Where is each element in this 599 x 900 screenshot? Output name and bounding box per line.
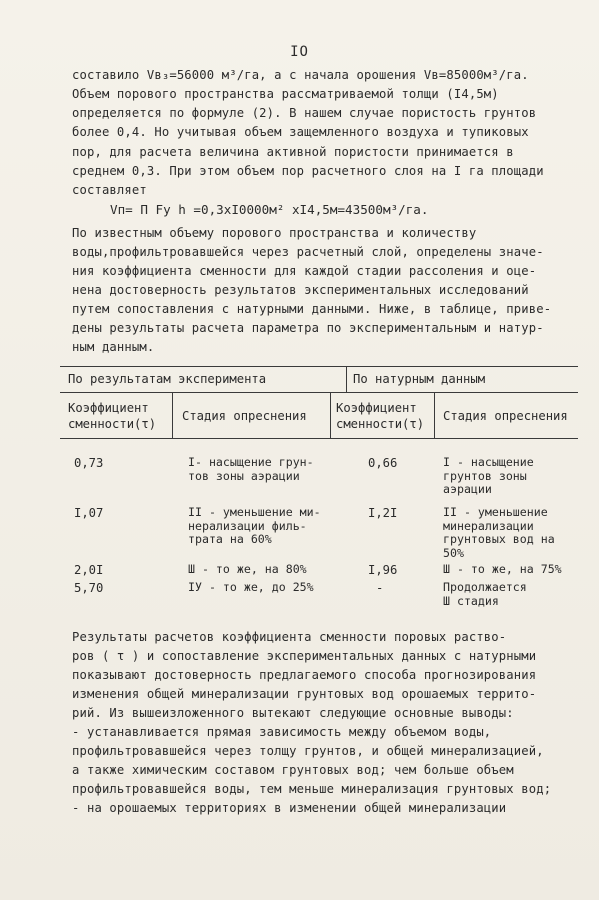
col-header-coef: сменности(τ): [68, 417, 157, 431]
page-number: IO: [290, 44, 309, 60]
text-line: более 0,4. Но учитывая объем защемленного воздуха и тупиковых: [72, 125, 529, 139]
col-header-coef: Коэффициент: [68, 401, 149, 415]
exp-coef-value: 2,0I: [74, 563, 104, 577]
text-line: По известным объему порового пространства и количеству: [72, 226, 477, 240]
nat-stage: I - насыщение грунтов зоны аэрации: [443, 455, 534, 496]
text-line: среднем 0,3. При этом объем пор расчетного слоя на I га площади: [72, 164, 544, 178]
exp-coef-value: 0,73: [74, 456, 104, 470]
text-line: ров ( τ ) и сопоставление экспериментальных данных с натурными: [72, 649, 537, 663]
nat-stage: Ш - то же, на 75%: [443, 562, 562, 576]
exp-stage: Ш - то же, на 80%: [188, 562, 307, 576]
text-line: - на орошаемых территориях в изменении общей минерализации: [72, 801, 507, 815]
nat-stage: Продолжается Ш стадия: [443, 580, 527, 608]
group-header-experiment: По результатам эксперимента: [68, 372, 267, 386]
exp-stage: IУ - то же, до 25%: [188, 580, 314, 594]
text-line: пор, для расчета величина активной пористости принимается в: [72, 145, 514, 159]
text-line: изменения общей минерализации грунтовых вод орошаемых террито-: [72, 687, 537, 701]
table-divider: [346, 366, 347, 392]
table-rule-header: [60, 438, 578, 439]
nat-coef-value: I,2I: [368, 506, 398, 520]
text-line: путем сопоставления с натурными данными. Ниже, в таблице, приве-: [72, 302, 552, 316]
col-header-stage: Стадия опреснения: [182, 409, 307, 423]
table-divider: [434, 392, 435, 438]
text-line: ния коэффициента сменности для каждой стадии рассоления и оце-: [72, 264, 537, 278]
text-line: составляет: [72, 183, 147, 197]
text-line: составило Vв₃=56000 м³/га, а с начала орошения Vв=85000м³/га.: [72, 68, 529, 82]
nat-stage: II - уменьшение минерализации грунтовых вод на 50%: [443, 505, 555, 560]
formula: Vп= П Fу h =0,3хI0000м² хI4,5м=43500м³/га.: [110, 202, 429, 217]
text-line: определяется по формуле (2). В нашем случае пористость грунтов: [72, 106, 537, 120]
text-line: - устанавливается прямая зависимость между объемом воды,: [72, 725, 492, 739]
exp-coef-value: 5,70: [74, 581, 104, 595]
text-line: а также химическим составом грунтовых вод; чем больше объем: [72, 763, 514, 777]
nat-coef-value: 0,66: [368, 456, 398, 470]
text-line: воды,профильтровавшейся через расчетный слой, определены значе-: [72, 245, 544, 259]
text-line: нена достоверность результатов экспериментальных исследований: [72, 283, 529, 297]
text-line: профильтровавшейся воды, тем меньше минерализация грунтовых вод;: [72, 782, 552, 796]
text-line: дены результаты расчета параметра по экспериментальным и натур-: [72, 321, 544, 335]
table-rule-top: [60, 366, 578, 367]
group-header-field: По натурным данным: [353, 372, 486, 386]
col-header-coef: сменности(τ): [336, 417, 425, 431]
table-rule-group: [60, 392, 578, 393]
col-header-coef: Коэффициент: [336, 401, 417, 415]
nat-coef-value: I,96: [368, 563, 398, 577]
table-divider: [172, 392, 173, 438]
text-line: Объем порового пространства рассматриваемой толщи (I4,5м): [72, 87, 499, 101]
text-line: Результаты расчетов коэффициента сменности поровых раство-: [72, 630, 507, 644]
exp-stage: II - уменьшение ми- нерализации филь- трата на 60%: [188, 505, 321, 546]
exp-coef-value: I,07: [74, 506, 104, 520]
text-line: рий. Из вышеизложенного вытекают следующие основные выводы:: [72, 706, 514, 720]
exp-stage: I- насыщение грун- тов зоны аэрации: [188, 455, 314, 483]
text-line: ным данным.: [72, 340, 155, 354]
table-divider: [330, 392, 331, 438]
text-line: профильтровавшейся через толщу грунтов, и общей минерализацией,: [72, 744, 544, 758]
text-line: показывают достоверность предлагаемого способа прогнозирования: [72, 668, 537, 682]
col-header-stage: Стадия опреснения: [443, 409, 568, 423]
nat-coef-value: -: [376, 581, 384, 595]
